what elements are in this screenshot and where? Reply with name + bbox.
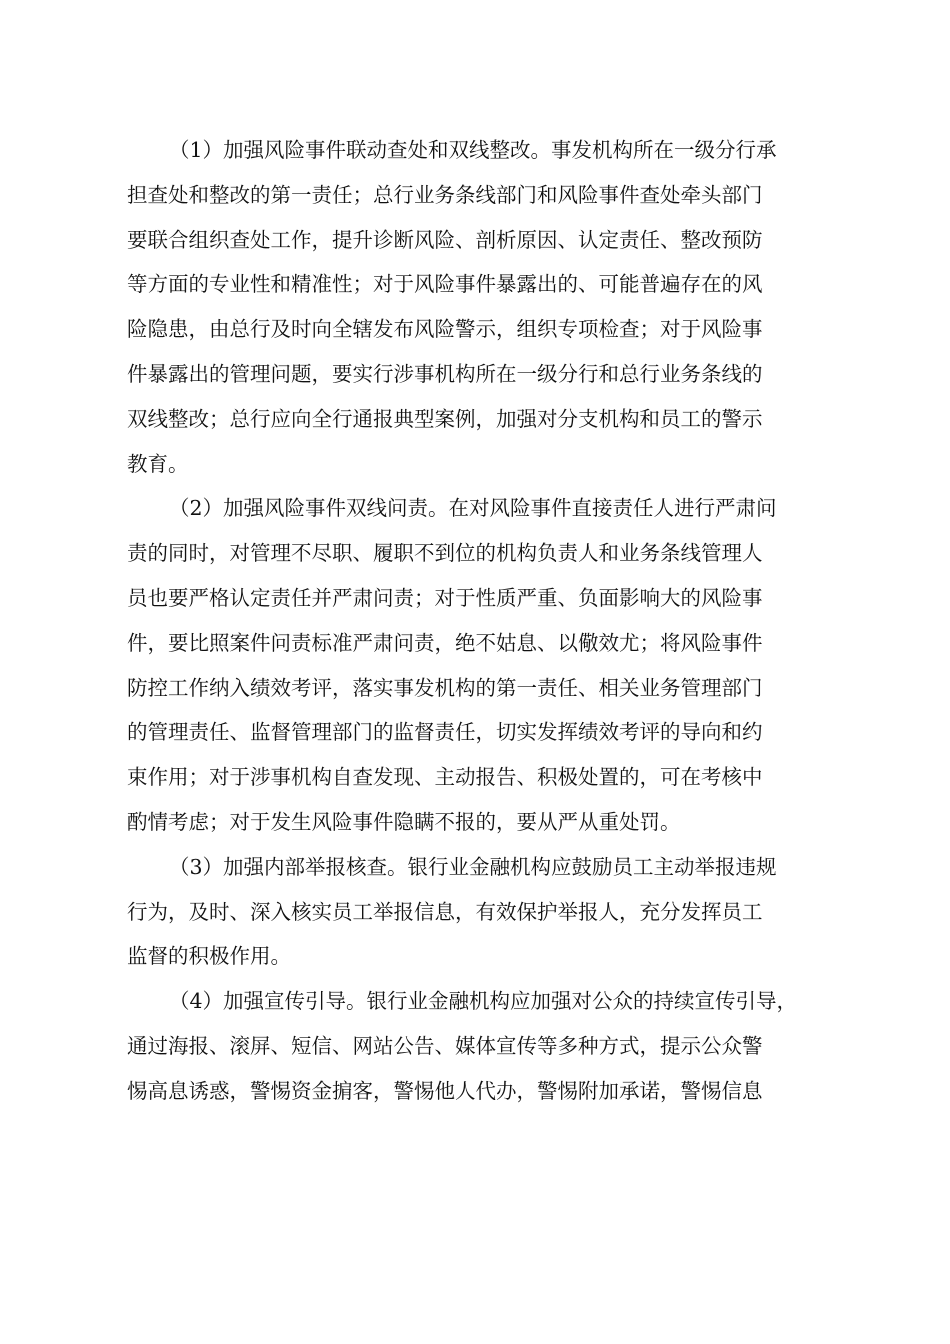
text-line: 酌情考虑；对于发生风险事件隐瞒不报的，要从严从重处罚。 xyxy=(127,809,681,834)
paragraph-4 xyxy=(127,979,827,1113)
text-line: 件暴露出的管理问题，要实行涉事机构所在一级分行和总行业务条线的 xyxy=(127,361,763,386)
text-line: （1）加强风险事件联动查处和双线整改。事发机构所在一级分行承 xyxy=(169,138,777,162)
paragraph-1 xyxy=(127,128,827,486)
paragraph-3 xyxy=(127,845,827,979)
text-line: 等方面的专业性和精准性；对于风险事件暴露出的、可能普遍存在的风 xyxy=(127,272,763,297)
text-line: 的管理责任、监督管理部门的监督责任，切实发挥绩效考评的导向和约 xyxy=(127,720,763,745)
text-line: 责的同时，对管理不尽职、履职不到位的机构负责人和业务条线管理人 xyxy=(127,541,763,566)
text-line: （3）加强内部举报核查。银行业金融机构应鼓励员工主动举报违规 xyxy=(169,854,777,879)
text-line: 防控工作纳入绩效考评，落实事发机构的第一责任、相关业务管理部门 xyxy=(127,675,763,700)
text-line: 束作用；对于涉事机构自查发现、主动报告、积极处置的，可在考核中 xyxy=(127,765,763,790)
text-line: 险隐患，由总行及时向全辖发布风险警示，组织专项检查；对于风险事 xyxy=(127,317,763,342)
text-line: 双线整改；总行应向全行通报典型案例，加强对分支机构和员工的警示 xyxy=(127,406,763,431)
text-line: （4）加强宣传引导。银行业金融机构应加强对公众的持续宣传引导， xyxy=(169,989,798,1014)
text-line: 监督的积极作用。 xyxy=(127,944,291,969)
text-line: 件，要比照案件问责标准严肃问责，绝不姑息、以儆效尤；将风险事件 xyxy=(127,630,763,655)
text-line: 教育。 xyxy=(127,451,189,476)
paragraph-2 xyxy=(127,486,827,844)
text-line: 行为，及时、深入核实员工举报信息，有效保护举报人，充分发挥员工 xyxy=(127,899,763,924)
text-line: 惕高息诱惑，警惕资金掮客，警惕他人代办，警惕附加承诺，警惕信息 xyxy=(127,1078,763,1103)
text-line: 要联合组织查处工作，提升诊断风险、剖析原因、认定责任、整改预防 xyxy=(127,227,763,252)
text-line: （2）加强风险事件双线问责。在对风险事件直接责任人进行严肃问 xyxy=(169,496,777,521)
text-line: 通过海报、滚屏、短信、网站公告、媒体宣传等多种方式，提示公众警 xyxy=(127,1033,763,1058)
document-body xyxy=(127,128,827,1114)
text-line: 员也要严格认定责任并严肃问责；对于性质严重、负面影响大的风险事 xyxy=(127,585,763,610)
text-line: 担查处和整改的第一责任；总行业务条线部门和风险事件查处牵头部门 xyxy=(127,182,763,207)
